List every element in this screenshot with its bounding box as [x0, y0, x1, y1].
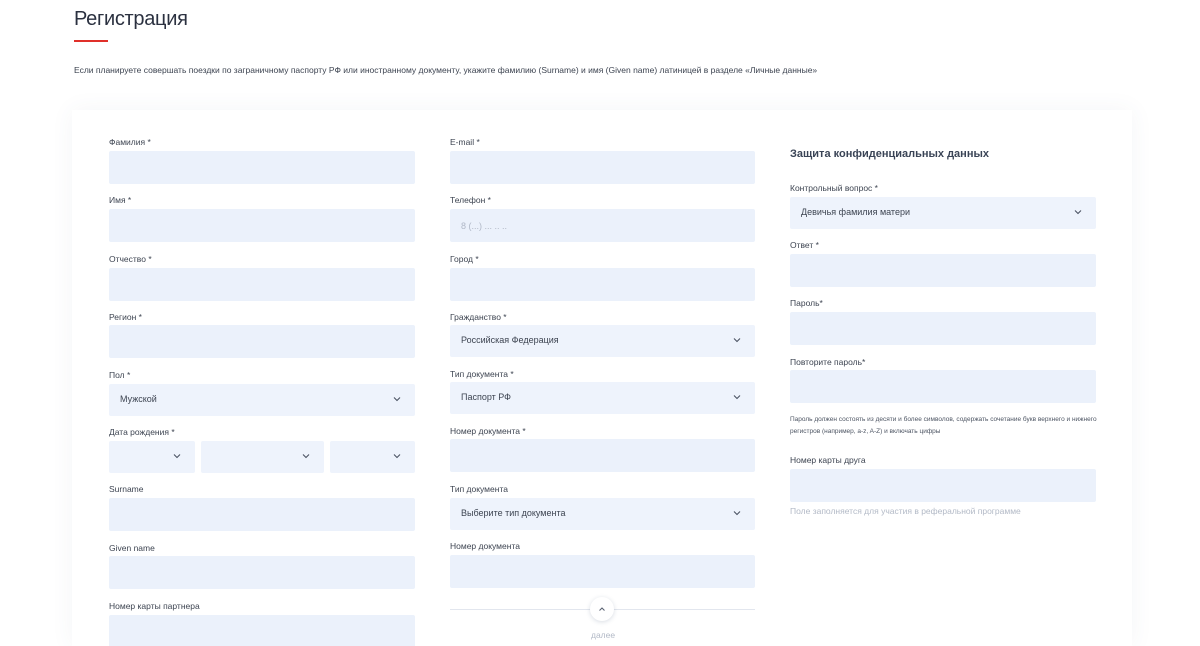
surname-label: Фамилия * [109, 137, 151, 147]
chevron-down-icon [731, 507, 743, 519]
city-label: Город * [450, 254, 479, 264]
title-underline [74, 40, 108, 42]
gender-select[interactable] [109, 384, 415, 416]
doc-type-select[interactable] [450, 382, 755, 414]
doc-type2-select[interactable] [450, 498, 755, 530]
name-label: Имя * [109, 195, 132, 205]
answer-input[interactable] [790, 254, 1096, 287]
citizenship-value: Российская Федерация [461, 335, 559, 345]
birth-month-select[interactable] [201, 441, 324, 473]
gender-value: Мужской [120, 394, 157, 404]
privacy-section-title: Защита конфиденциальных данных [790, 148, 989, 160]
region-input[interactable] [109, 325, 415, 358]
given-name-input[interactable] [109, 556, 415, 589]
patronymic-input[interactable] [109, 268, 415, 301]
chevron-down-icon [391, 393, 403, 405]
partner-card-input[interactable] [109, 615, 415, 646]
chevron-down-icon [300, 450, 312, 462]
email-label: E-mail * [450, 137, 480, 147]
citizenship-select[interactable] [450, 325, 755, 357]
chevron-down-icon [391, 450, 403, 462]
password-repeat-label: Повторите пароль* [790, 357, 866, 367]
birth-day-select[interactable] [109, 441, 195, 473]
region-label: Регион * [109, 312, 142, 322]
chevron-down-icon [731, 391, 743, 403]
patronymic-label: Отчество * [109, 254, 152, 264]
friend-card-label: Номер карты друга [790, 455, 866, 465]
security-question-value: Девичья фамилия матери [801, 207, 910, 217]
city-input[interactable] [450, 268, 755, 301]
password-label: Пароль* [790, 298, 823, 308]
doc-type2-value: Выберите тип документа [461, 508, 566, 518]
birthdate-label: Дата рождения * [109, 427, 175, 437]
password-input[interactable] [790, 312, 1096, 345]
chevron-up-icon [597, 604, 607, 614]
name-input[interactable] [109, 209, 415, 242]
page-title: Регистрация [74, 8, 188, 30]
doc-type-label: Тип документа * [450, 369, 514, 379]
doc-type2-label: Тип документа [450, 484, 508, 494]
friend-card-note: Поле заполняется для участия в реферальной программе [790, 506, 1021, 516]
doc-number2-label: Номер документа [450, 541, 520, 551]
password-hint: Пароль должен состоять из десяти и более символов, содержать сочетание букв верхнего и нижнего регистров (например, a-z, A-Z) и включать цифры [790, 416, 1097, 435]
phone-label: Телефон * [450, 195, 491, 205]
friend-card-input[interactable] [790, 469, 1096, 502]
doc-number-input[interactable] [450, 439, 755, 472]
surname-latin-label: Surname [109, 484, 144, 494]
surname-input[interactable] [109, 151, 415, 184]
citizenship-label: Гражданство * [450, 312, 507, 322]
answer-label: Ответ * [790, 240, 819, 250]
chevron-down-icon [171, 450, 183, 462]
next-label[interactable]: далее [591, 630, 616, 640]
intro-text: Если планируете совершать поездки по заграничному паспорту РФ или иностранному документу, укажите фамилию (Surname) и имя (Given name) латиницей в разделе «Личные данные» [74, 65, 818, 75]
gender-label: Пол * [109, 370, 131, 380]
email-input[interactable] [450, 151, 755, 184]
doc-number-label: Номер документа * [450, 426, 526, 436]
given-name-label: Given name [109, 543, 155, 553]
question-label: Контрольный вопрос * [790, 183, 878, 193]
chevron-down-icon [731, 334, 743, 346]
doc-type-value: Паспорт РФ [461, 392, 512, 402]
next-button[interactable] [590, 597, 614, 621]
password-repeat-input[interactable] [790, 370, 1096, 403]
chevron-down-icon [1072, 206, 1084, 218]
doc-number2-input[interactable] [450, 555, 755, 588]
phone-input[interactable] [450, 209, 755, 242]
surname-latin-input[interactable] [109, 498, 415, 531]
partner-card-label: Номер карты партнера [109, 601, 200, 611]
birth-year-select[interactable] [330, 441, 415, 473]
security-question-select[interactable] [790, 197, 1096, 229]
